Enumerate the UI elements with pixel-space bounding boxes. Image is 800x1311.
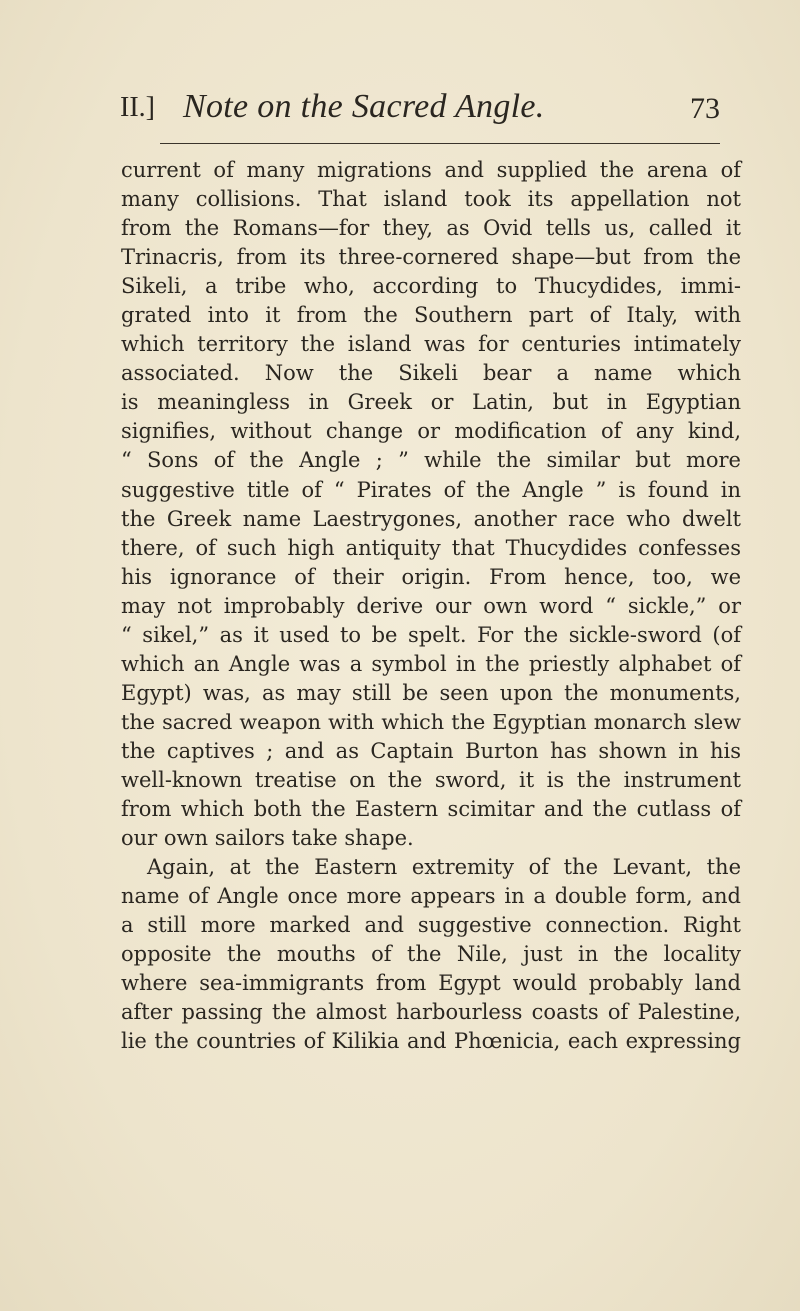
text-line: may not improbably derive our own word “ sickle,” or [121,593,741,618]
text-line: the captives ; and as Captain Burton has shown in his [121,738,741,763]
text-line: from which both the Eastern scimitar and the cutlass of [121,797,741,822]
text-line: from the Romans—for they, as Ovid tells us, called it [121,216,741,241]
text-line: Trinacris, from its three-cornered shape—but from the [121,245,741,270]
text-line: is meaningless in Greek or Latin, but in Egyptian [121,390,741,415]
text-line: “ sikel,” as it used to be spelt. For the sickle-sword (of [121,622,741,647]
text-line: there, of such high antiquity that Thucydides confesses [121,535,741,560]
page-number: 73 [690,92,720,125]
text-line: his ignorance of their origin. From hence, too, we [121,564,741,589]
text-line: many collisions. That island took its appellation not [121,187,741,212]
page-header [120,88,720,142]
text-line: the Greek name Laestrygones, another race who dwelt [121,506,741,531]
text-line: name of Angle once more appears in a double form, and [121,884,741,909]
text-line: Egypt) was, as may still be seen upon the monuments, [121,680,741,705]
text-line: signifies, without change or modification of any kind, [121,419,741,444]
text-line: current of many migrations and supplied the arena of [121,158,741,182]
text-line: where sea-immigrants from Egypt would probably land [121,971,741,996]
text-line: suggestive title of “ Pirates of the Angle ” is found in [121,477,741,502]
text-line: which territory the island was for centuries intimately [121,332,741,357]
text-line: Sikeli, a tribe who, according to Thucydides, immi- [121,274,741,299]
header-rule [160,143,720,144]
text-line: the sacred weapon with which the Egyptian monarch slew [121,709,741,734]
text-line: associated. Now the Sikeli bear a name which [121,361,741,386]
text-line: which an Angle was a symbol in the priestly alphabet of [121,651,741,676]
text-line: opposite the mouths of the Nile, just in the locality [121,942,741,967]
chapter-number: II.] [120,92,155,123]
text-line: a still more marked and suggestive connection. Right [121,913,741,938]
running-title: Note on the Sacred Angle. [183,88,545,125]
text-line: grated into it from the Southern part of Italy, with [121,303,741,328]
text-line: our own sailors take shape. [121,826,414,851]
text-line: “ Sons of the Angle ; ” while the similar but more [121,448,741,473]
body-text [121,156,741,1056]
text-line: Again, at the Eastern extremity of the Levant, the [147,855,741,880]
text-line: well-known treatise on the sword, it is the instrument [121,767,741,792]
text-line: lie the countries of Kilikia and Phœnicia, each expressing [121,1029,741,1054]
text-line: after passing the almost harbourless coasts of Palestine, [121,1000,741,1025]
